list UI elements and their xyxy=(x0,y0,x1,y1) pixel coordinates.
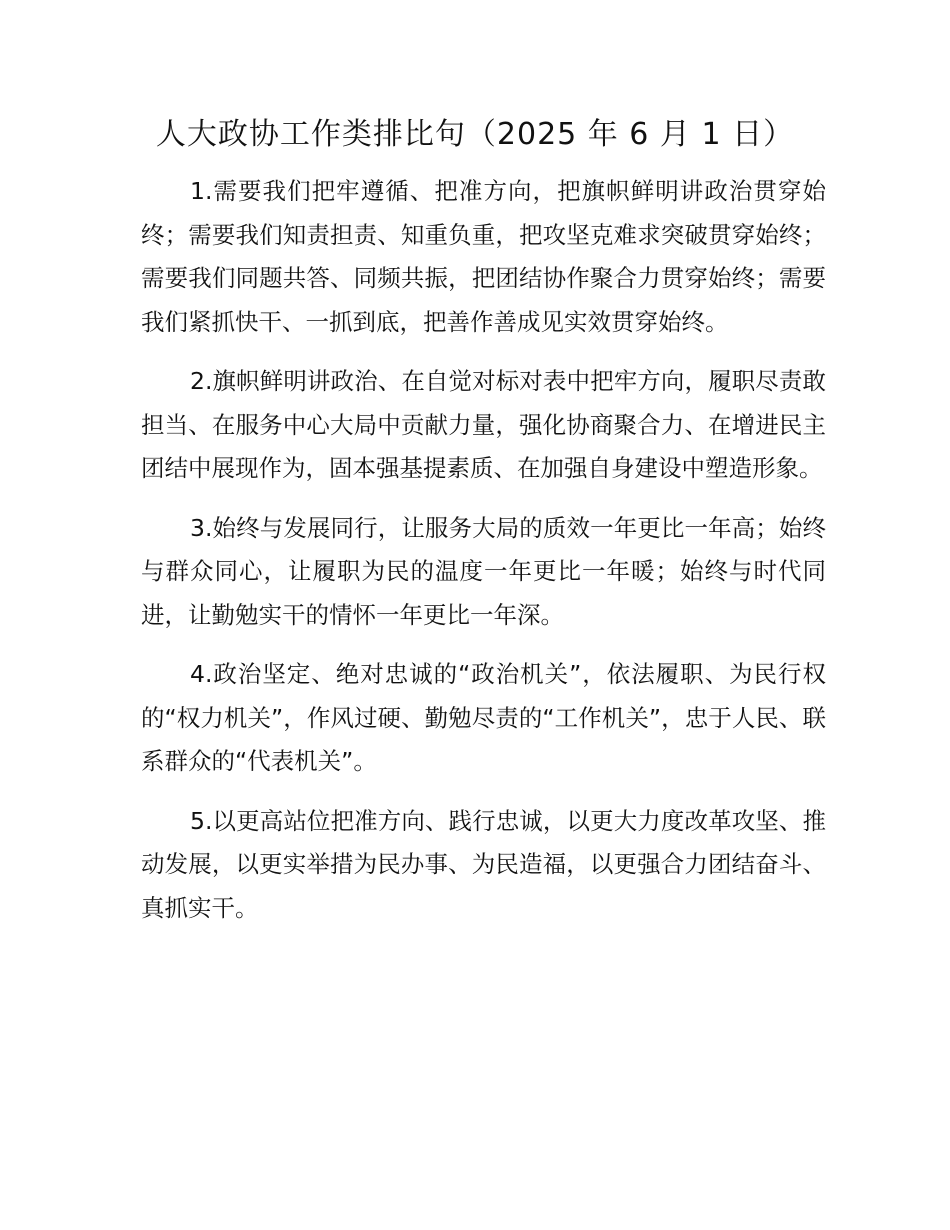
paragraph-1: 1.需要我们把牢遵循、把准方向，把旗帜鲜明讲政治贯穿始终；需要我们知责担责、知重负重，把攻坚克难求突破贯穿始终；需要我们同题共答、同频共振，把团结协作聚合力贯穿始终；需要我们紧抓快干、一抓到底，把善作善成见实效贯穿始终。 xyxy=(141,177,826,336)
document-body xyxy=(141,170,826,946)
paragraph-4: 4.政治坚定、绝对忠诚的“政治机关”，依法履职、为民行权的“权力机关”，作风过硬、勤勉尽责的“工作机关”，忠于人民、联系群众的“代表机关”。 xyxy=(141,660,826,775)
page-title: 人大政协工作类排比句（2025 年 6 月 1 日） xyxy=(155,117,795,152)
paragraph-5: 5.以更高站位把准方向、践行忠诚，以更大力度改革攻坚、推动发展，以更实举措为民办事、为民造福，以更强合力团结奋斗、真抓实干。 xyxy=(141,806,826,922)
paragraph-3: 3.始终与发展同行，让服务大局的质效一年更比一年高；始终与群众同心，让履职为民的温度一年更比一年暖；始终与时代同进，让勤勉实干的情怀一年更比一年深。 xyxy=(141,513,826,629)
paragraph-2: 2.旗帜鲜明讲政治、在自觉对标对表中把牢方向，履职尽责敢担当、在服务中心大局中贡献力量，强化协商聚合力、在增进民主团结中展现作为，固本强基提素质、在加强自身建设中塑造形象。 xyxy=(141,367,826,482)
